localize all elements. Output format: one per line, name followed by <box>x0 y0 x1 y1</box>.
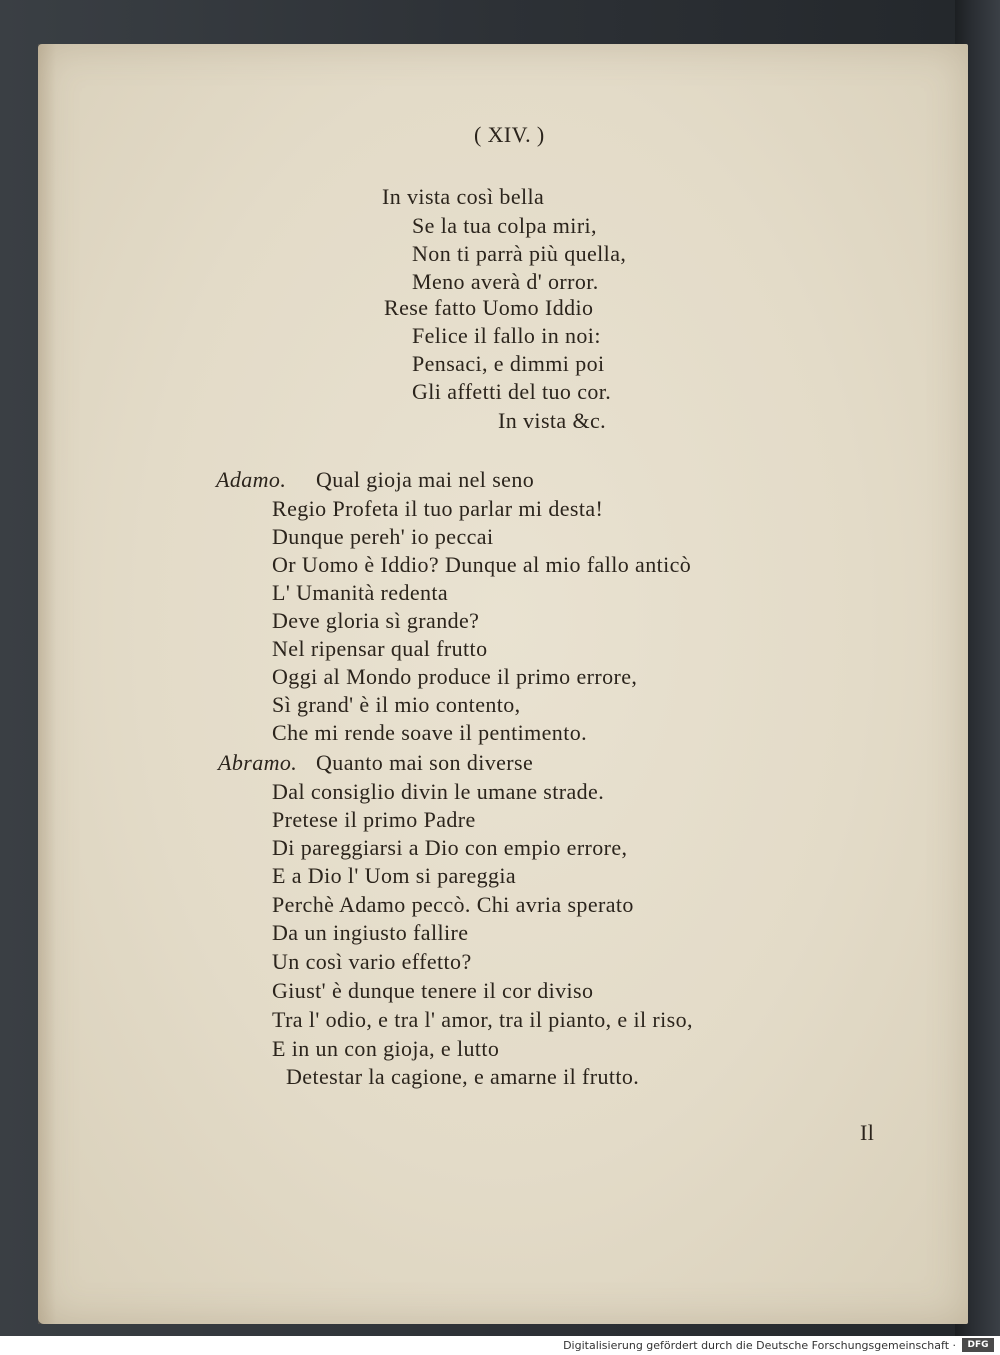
verse-line: L' Umanità redenta <box>272 580 449 605</box>
verse-line: Che mi rende soave il pentimento. <box>272 720 588 745</box>
verse-line: Dunque pereh' io peccai <box>272 524 494 549</box>
verse-line: Giust' è dunque tenere il cor diviso <box>272 978 594 1003</box>
aria-line: Pensaci, e dimmi poi <box>412 351 605 376</box>
catchword: Il <box>860 1120 875 1145</box>
verse-line: Quanto mai son diverse <box>316 750 534 775</box>
aria-line: Rese fatto Uomo Iddio <box>384 295 594 320</box>
verse-line: Detestar la cagione, e amarne il frutto. <box>286 1064 640 1089</box>
verse-line: Perchè Adamo peccò. Chi avria sperato <box>272 892 634 917</box>
aria-line: Se la tua colpa miri, <box>412 213 597 238</box>
verse-line: Pretese il primo Padre <box>272 807 476 832</box>
aria-line: Felice il fallo in noi: <box>412 323 601 348</box>
verse-line: Dal consiglio divin le umane strade. <box>272 779 605 804</box>
verse-line: Da un ingiusto fallire <box>272 920 469 945</box>
verse-line: Di pareggiarsi a Dio con empio errore, <box>272 835 628 860</box>
verse-line: E in un con gioja, e lutto <box>272 1036 500 1061</box>
footer-credit: Digitalisierung gefördert durch die Deutsche Forschungsgemeinschaft · <box>563 1339 956 1352</box>
dfg-logo-icon: DFG <box>962 1338 994 1352</box>
page-number: ( XIV. ) <box>474 122 545 147</box>
verse-line: Regio Profeta il tuo parlar mi desta! <box>272 496 604 521</box>
aria-line: Meno averà d' orror. <box>412 269 599 294</box>
aria-line: Non ti parrà più quella, <box>412 241 627 266</box>
aria-line: In vista &c. <box>498 408 607 433</box>
verse-line: Tra l' odio, e tra l' amor, tra il pianto, e il riso, <box>272 1007 693 1032</box>
verse-line: Oggi al Mondo produce il primo errore, <box>272 664 638 689</box>
verse-line: E a Dio l' Uom si pareggia <box>272 863 517 888</box>
speaker-adamo: Adamo. <box>216 467 287 492</box>
verse-line: Sì grand' è il mio contento, <box>272 692 521 717</box>
speaker-abramo: Abramo. <box>218 750 298 775</box>
aria-line: Gli affetti del tuo cor. <box>412 379 612 404</box>
verse-line: Or Uomo è Iddio? Dunque al mio fallo anticò <box>272 552 692 577</box>
aria-line: In vista così bella <box>382 184 545 209</box>
verse-line: Un così vario effetto? <box>272 949 472 974</box>
verse-line: Deve gloria sì grande? <box>272 608 480 633</box>
verse-line: Nel ripensar qual frutto <box>272 636 488 661</box>
verse-line: Qual gioja mai nel seno <box>316 467 535 492</box>
